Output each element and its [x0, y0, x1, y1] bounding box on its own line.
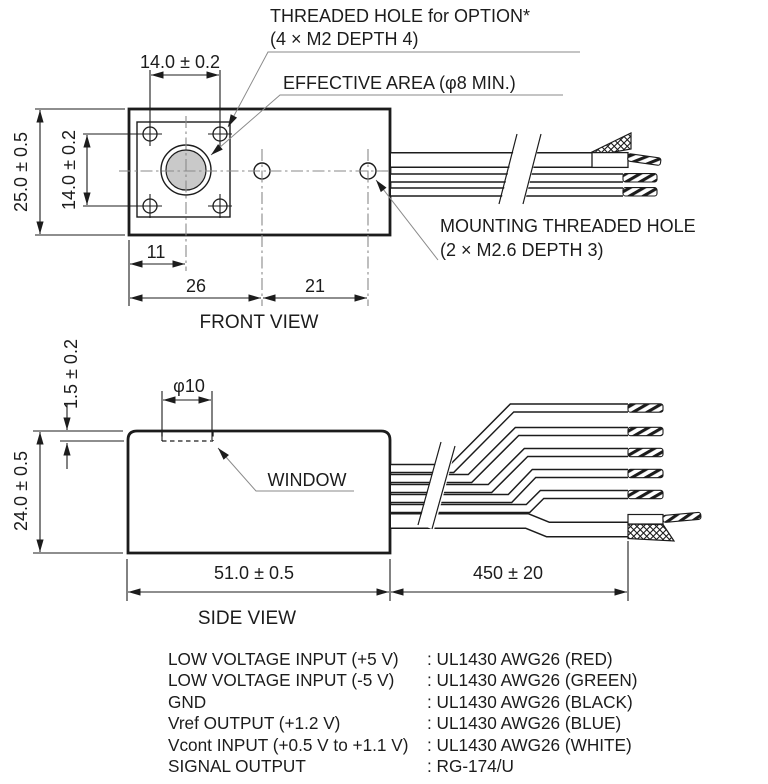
wire-label: SIGNAL OUTPUT [168, 756, 306, 777]
side-view-label: SIDE VIEW [197, 608, 297, 629]
dim-cable-length: 450 ± 20 [473, 563, 543, 583]
callout-effective-area: EFFECTIVE AREA (φ8 MIN.) [283, 73, 516, 93]
wire-spec-row [168, 713, 637, 734]
dim-hole-spacing-h: 14.0 ± 0.2 [140, 52, 220, 72]
wire-stripped-end [628, 448, 663, 456]
wire-spec-row [168, 735, 637, 756]
wire-stripped-end [628, 490, 663, 498]
wire-spec-row [168, 756, 637, 777]
wire-label: GND [168, 691, 207, 712]
coax-braid-shield [592, 133, 631, 155]
wire-value: : UL1430 AWG26 (BLUE) [427, 713, 622, 734]
coax-dielectric [628, 515, 663, 525]
dim-side-body-length: 51.0 ± 0.5 [214, 563, 294, 583]
front-view [11, 6, 696, 333]
wire-stripped-end [628, 469, 663, 477]
wire-value: : UL1430 AWG26 (GREEN) [427, 670, 638, 691]
dim-lens-offset: 11 [146, 242, 166, 262]
wire-spec-row [168, 670, 637, 691]
coax-center-conductor [627, 154, 661, 166]
wire-spec-table [168, 649, 637, 777]
dim-hole-pitch: 21 [304, 276, 326, 296]
wire-label: LOW VOLTAGE INPUT (+5 V) [168, 649, 399, 669]
wire-label: Vref OUTPUT (+1.2 V) [168, 713, 341, 734]
front-view-label: FRONT VIEW [199, 312, 319, 333]
wire-stripped-end [623, 188, 657, 196]
side-cables [391, 404, 701, 541]
dim-side-body-height: 24.0 ± 0.5 [11, 451, 31, 531]
callout-mounting-hole-line1: MOUNTING THREADED HOLE [440, 216, 696, 236]
dim-hole1-offset: 26 [185, 276, 207, 296]
wire-label: LOW VOLTAGE INPUT (-5 V) [168, 670, 395, 691]
wire-value: : UL1430 AWG26 (BLACK) [427, 691, 633, 712]
callout-threaded-hole-line2: (4 × M2 DEPTH 4) [270, 29, 419, 49]
wire-spec-row [168, 692, 637, 713]
coax-dielectric [592, 153, 628, 168]
wire-stripped-end [628, 404, 663, 412]
callout-window: WINDOW [267, 470, 347, 490]
side-view [11, 339, 701, 629]
wire-value: : UL1430 AWG26 (RED) [427, 649, 613, 669]
wire-value: : RG-174/U [427, 756, 514, 777]
callout-threaded-hole-line1: THREADED HOLE for OPTION* [270, 6, 531, 26]
wire-spec-row [168, 649, 637, 670]
wire-label: Vcont INPUT (+0.5 V to +1.1 V) [168, 734, 409, 755]
dim-window-depth: 1.5 ± 0.2 [61, 339, 81, 409]
dim-hole-spacing-v: 14.0 ± 0.2 [59, 130, 79, 210]
callout-mounting-hole-line2: (2 × M2.6 DEPTH 3) [440, 240, 604, 260]
coax-center-conductor [663, 512, 701, 522]
coax-braid-shield [628, 524, 674, 541]
wire-stripped-end [623, 174, 657, 182]
dim-window-diameter: φ10 [173, 376, 205, 396]
wire-value: : UL1430 AWG26 (WHITE) [427, 734, 632, 755]
dim-front-body-height: 25.0 ± 0.5 [11, 132, 31, 212]
wire-stripped-end [628, 427, 663, 435]
front-cables [391, 133, 661, 205]
side-body-outline [128, 431, 390, 553]
